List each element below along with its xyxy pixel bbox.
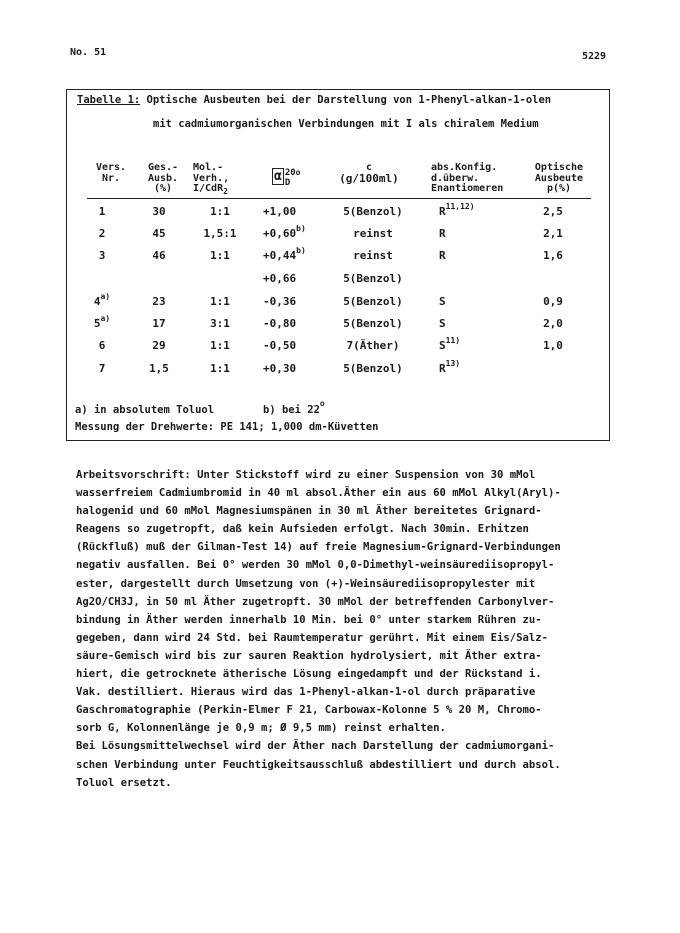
col-header-alpha: α 20 D $^o$ <box>274 168 301 188</box>
page-number-right: 5229 <box>582 51 607 62</box>
text-line: gegeben, dann wird 24 Std. bei Raumtemperatur gerührt. Mit einem Eis/Salz- <box>76 631 548 644</box>
cell-ausb: 46 <box>152 249 166 262</box>
cell-alpha: -0,80 <box>263 317 297 330</box>
cell-konfig: R <box>439 249 446 262</box>
cell-p: 2,5 <box>543 205 563 218</box>
header-rule <box>87 198 591 199</box>
text-line: wasserfreiem Cadmiumbromid in 40 ml absol.Äther ein aus 60 mMol Alkyl(Aryl)- <box>76 487 561 500</box>
col-header-konfiguration: abs.Konfig. d.überw. Enantiomeren <box>431 162 504 194</box>
cell-verh: 1:1 <box>210 295 230 308</box>
cell-verh: 1:1 <box>210 249 230 262</box>
cell-alpha: +1,00 <box>263 205 297 218</box>
cell-verh: 3:1 <box>210 317 230 330</box>
cell-alpha: +0,66 <box>263 272 297 285</box>
cell-nr: 5$^{a)}$ <box>93 314 111 330</box>
cell-nr: 2 <box>98 227 106 240</box>
text-line: schen Verbindung unter Feuchtigkeitsausschluß abdestilliert und durch absol. <box>76 758 561 771</box>
text-line: Gaschromatographie (Perkin-Elmer F 21, Carbowax-Kolonne 5 % 20 M, Chromo- <box>76 704 542 717</box>
cell-nr: 3 <box>98 249 106 262</box>
cell-c: 5(Benzol) <box>343 205 403 218</box>
cell-ausb: 23 <box>152 295 166 308</box>
table-caption-line1: Optische Ausbeuten bei der Darstellung von 1-Phenyl-alkan-1-olen <box>146 94 552 106</box>
cell-konfig: S <box>439 295 446 308</box>
cell-alpha: $+0,44^{b)}$ <box>263 246 306 262</box>
footnote-a: a) in absolutem Toluol <box>75 404 215 416</box>
cell-verh: 1,5:1 <box>203 227 237 240</box>
cell-verh: 1:1 <box>210 362 230 375</box>
cell-alpha: +0,30 <box>263 362 297 375</box>
cell-p: 2,0 <box>543 317 563 330</box>
text-line: Toluol ersetzt. <box>76 776 172 789</box>
text-line: Reagens so zugetropft, daß kein Aufsieden erfolgt. Nach 30min. Erhitzen <box>76 523 529 536</box>
cell-konfig: R <box>439 227 446 240</box>
text-line: hiert, die getrocknete ätherische Lösung eingedampft und der Rückstand i. <box>76 668 542 681</box>
text-line: negativ ausfallen. Bei 0° werden 30 mMol 0,0-Dimethyl-weinsäurediisopropyl- <box>76 559 555 572</box>
cell-p: 0,9 <box>543 295 563 308</box>
cell-c: reinst <box>353 249 393 262</box>
cell-konfig: S <box>439 317 446 330</box>
cell-p: 1,6 <box>543 249 563 262</box>
cell-c: 5(Benzol) <box>343 317 403 330</box>
cell-verh: 1:1 <box>210 339 230 352</box>
cell-nr: 7 <box>98 362 106 375</box>
footnote-b: b) bei 22$^o$ <box>263 399 325 416</box>
cell-nr: 1 <box>98 205 106 218</box>
text-line: bindung in Äther werden innerhalb 10 Min. bei 0° unter starkem Rühren zu- <box>76 613 542 626</box>
cell-verh: 1:1 <box>210 205 230 218</box>
cell-nr: 6 <box>98 339 106 352</box>
cell-konfig: $S^{11)}$ <box>439 336 461 352</box>
table-caption <box>77 94 551 106</box>
procedure-text <box>76 466 616 792</box>
table-caption-label: Tabelle 1: <box>77 94 141 106</box>
col-header-optische-ausbeute: Optische Ausbeute p(%) <box>534 162 584 194</box>
cell-ausb: 30 <box>152 205 166 218</box>
cell-ausb: 1,5 <box>149 362 169 375</box>
measurement-note: Messung der Drehwerte: PE 141; 1,000 dm-Küvetten <box>75 421 379 433</box>
col-header-concentration: c (g/100ml) <box>339 162 399 185</box>
cell-ausb: 17 <box>152 317 166 330</box>
text-line: Bei Lösungsmittelwechsel wird der Äther nach Darstellung der cadmiumorgani- <box>76 740 555 753</box>
cell-alpha: -0,50 <box>263 339 297 352</box>
cell-c: 5(Benzol) <box>343 362 403 375</box>
col-header-verhaeltnis: Mol.- Verh., I/CdR$_2$ <box>193 162 230 196</box>
table-frame <box>66 89 610 441</box>
alpha-symbol: α <box>274 169 282 184</box>
text-line: Vak. destilliert. Hieraus wird das 1-Phenyl-alkan-1-ol durch präparative <box>76 686 536 699</box>
cell-c: 5(Benzol) <box>343 295 403 308</box>
cell-c: reinst <box>353 227 393 240</box>
cell-ausb: 45 <box>152 227 166 240</box>
text-line: Arbeitsvorschrift: Unter Stickstoff wird zu einer Suspension von 30 mMol <box>76 469 536 481</box>
cell-alpha: -0,36 <box>263 295 297 308</box>
text-line: säure-Gemisch wird bis zur sauren Reaktion hydrolysiert, mit Äther extra- <box>76 649 542 662</box>
page-number-left: No. 51 <box>70 47 107 58</box>
cell-ausb: 29 <box>152 339 166 352</box>
cell-c: 7(Äther) <box>346 339 400 352</box>
text-line: sorb G, Kolonnenlänge je 0,9 m; Ø 9,5 mm) reinst erhalten. <box>76 722 446 735</box>
cell-c: 5(Benzol) <box>343 272 403 285</box>
col-header-vers: Vers. Nr. <box>95 162 127 184</box>
cell-alpha: $+0,60^{b)}$ <box>263 224 306 240</box>
cell-konfig: R$^{11,12)}$ <box>439 202 475 218</box>
cell-p: 2,1 <box>543 227 563 240</box>
text-line: ester, dargestellt durch Umsetzung von (+)-Weinsäurediisopropylester mit <box>76 577 536 590</box>
table-caption-line2: mit cadmiumorganischen Verbindungen mit I als chiralem Medium <box>153 118 539 130</box>
text-line: Ag2O/CH3J, in 50 ml Äther zugetropft. 30 mMol der betreffenden Carbonylver- <box>76 595 555 608</box>
cell-konfig: $R^{13)}$ <box>439 359 461 375</box>
cell-p: 1,0 <box>543 339 563 352</box>
text-line: (Rückfluß) muß der Gilman-Test 14) auf freie Magnesium-Grignard-Verbindungen <box>76 541 561 554</box>
cell-nr: 4$^{a)}$ <box>93 292 111 308</box>
text-line: halogenid und 60 mMol Magnesiumspänen in 30 ml Äther bereitetes Grignard- <box>76 505 542 518</box>
col-header-ausbeute: Ges.- Ausb. (%) <box>147 162 179 194</box>
